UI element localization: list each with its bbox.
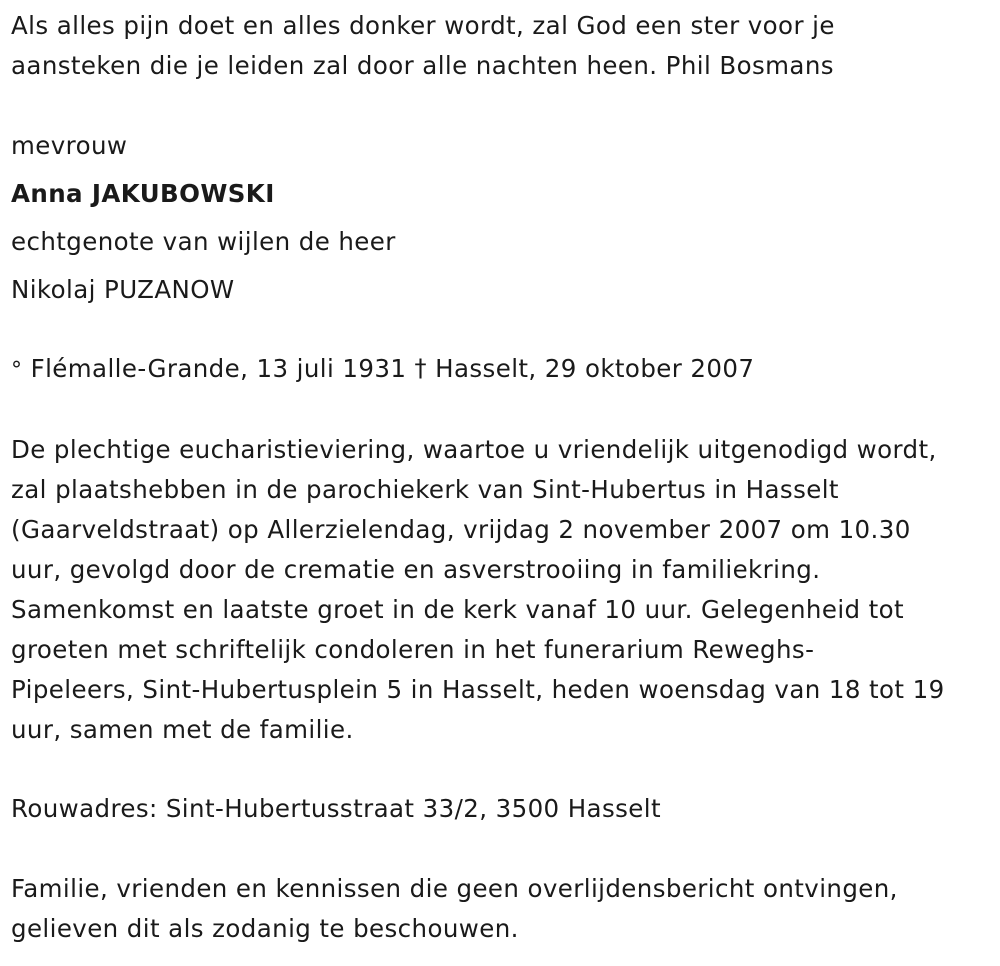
closing-paragraph — [11, 869, 992, 949]
cross-icon: † — [414, 354, 427, 382]
closing-line-1: Familie, vrienden en kennissen die geen overlijdensbericht ontvingen, — [11, 874, 898, 903]
mourning-address: Rouwadres: Sint-Hubertusstraat 33/2, 3500 Hasselt — [11, 794, 661, 823]
ceremony-line: groeten met schriftelijk condoleren in het funerarium Reweghs- — [11, 635, 815, 664]
closing-line-2: gelieven dit als zodanig te beschouwen. — [11, 914, 519, 943]
relation-text: echtgenote van wijlen de heer — [11, 227, 396, 256]
birth-symbol: ° — [11, 358, 23, 383]
ceremony-line: uur, gevolgd door de crematie en asverstrooiing in familiekring. — [11, 555, 821, 584]
quote-line-1: Als alles pijn doet en alles donker wordt, zal God een ster voor je — [11, 11, 835, 40]
ceremony-paragraph — [11, 430, 992, 750]
ceremony-line: De plechtige eucharistieviering, waartoe u vriendelijk uitgenodigd wordt, — [11, 435, 937, 464]
ceremony-line: (Gaarveldstraat) op Allerzielendag, vrijdag 2 november 2007 om 10.30 — [11, 515, 911, 544]
death-date: Hasselt, 29 oktober 2007 — [435, 354, 755, 383]
title-prefix: mevrouw — [11, 131, 128, 160]
deceased-block — [11, 122, 992, 314]
ceremony-line: zal plaatshebben in de parochiekerk van Sint-Hubertus in Hasselt — [11, 475, 839, 504]
quote — [11, 6, 992, 86]
ceremony-line: uur, samen met de familie. — [11, 715, 354, 744]
spouse-name: Nikolaj PUZANOW — [11, 275, 235, 304]
ceremony-line: Pipeleers, Sint-Hubertusplein 5 in Hasselt, heden woensdag van 18 tot 19 — [11, 675, 945, 704]
dates-line — [11, 349, 992, 391]
quote-line-2: aansteken die je leiden zal door alle nachten heen. Phil Bosmans — [11, 51, 834, 80]
deceased-name: Anna JAKUBOWSKI — [11, 179, 275, 208]
ceremony-line: Samenkomst en laatste groet in de kerk vanaf 10 uur. Gelegenheid tot — [11, 595, 905, 624]
birth-date: Flémalle-Grande, 13 juli 1931 — [30, 354, 407, 383]
